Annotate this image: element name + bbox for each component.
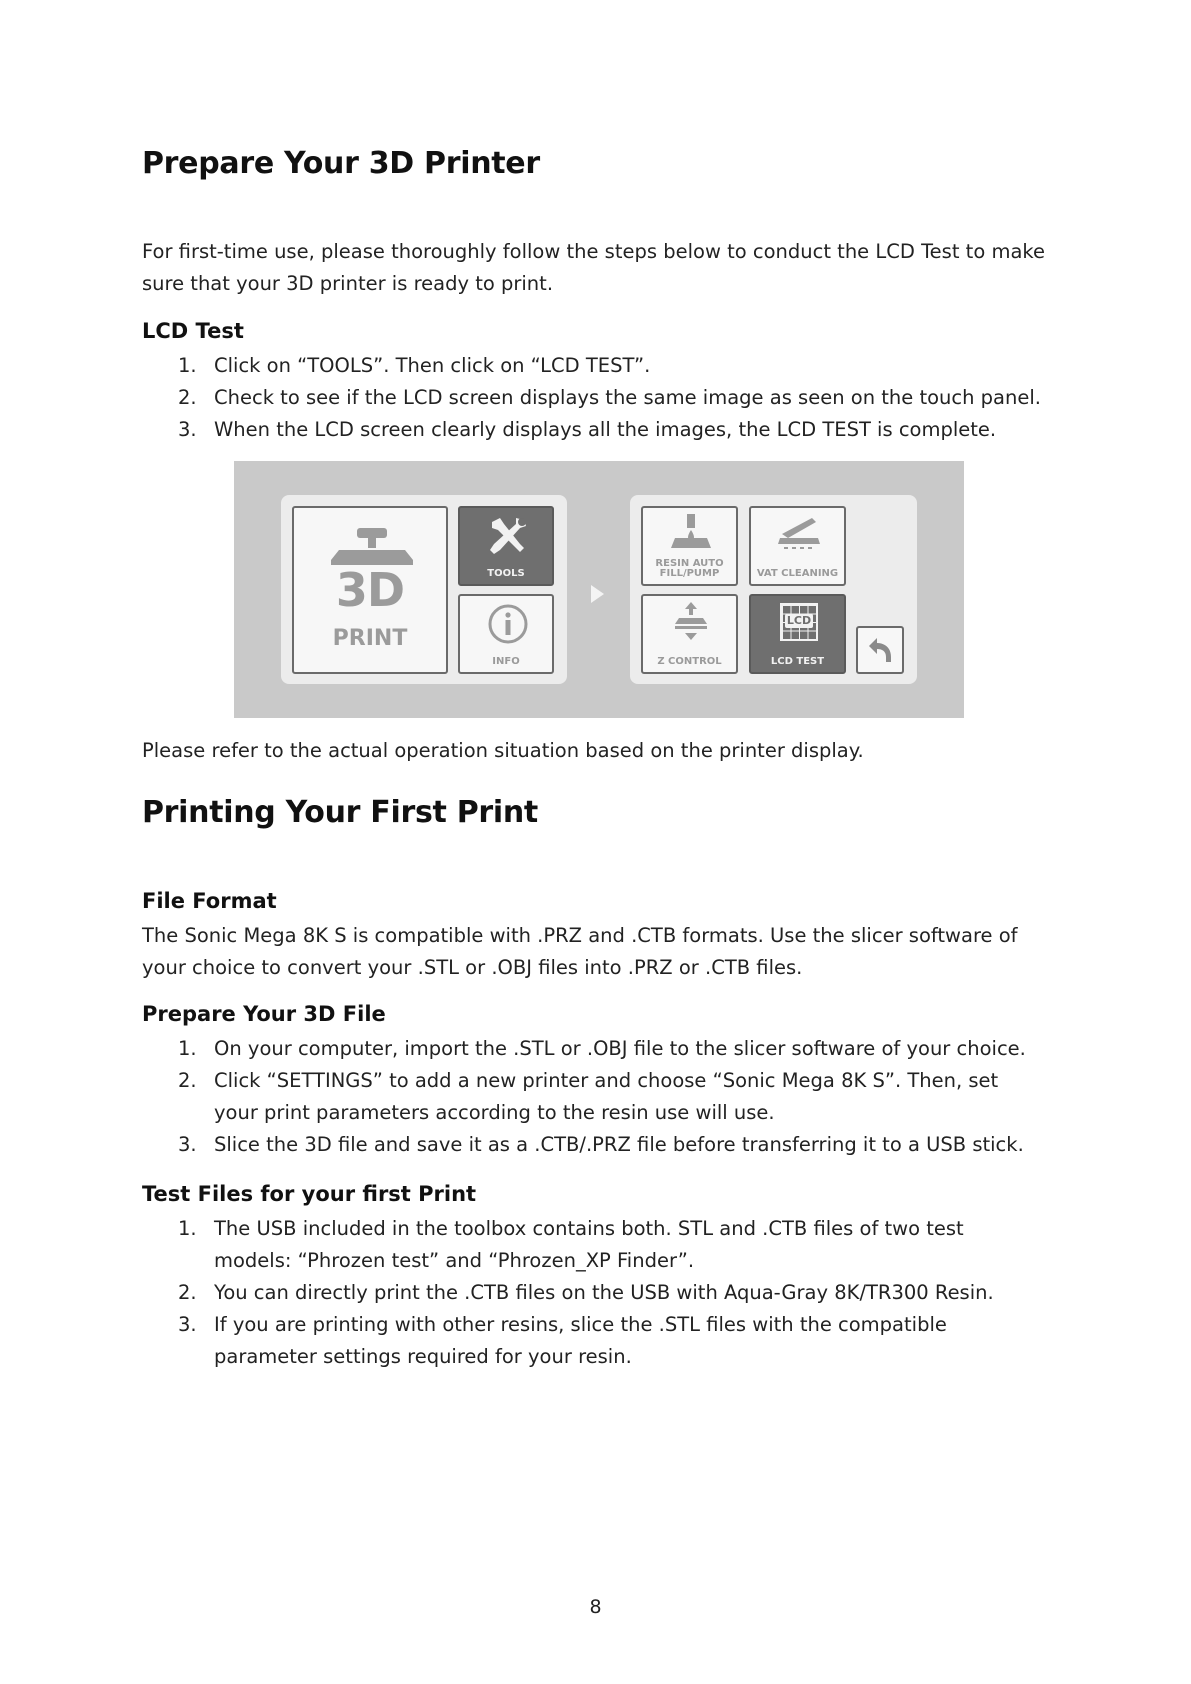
- tools-tile: [458, 506, 554, 586]
- step-text: Click “SETTINGS” to add a new printer and choose “Sonic Mega 8K S”. Then, set your print parameters according to the resin use will use.: [214, 1069, 999, 1124]
- back-button: [856, 626, 904, 674]
- list-item: [142, 1129, 1042, 1161]
- list-item: [142, 1033, 1042, 1065]
- z-control-icon: [669, 600, 713, 644]
- test-files-heading: Test Files for your first Print: [142, 1182, 477, 1206]
- prepare-file-steps: [142, 1033, 1042, 1161]
- 3d-print-mark: 3D: [335, 563, 405, 617]
- figure-note: Please refer to the actual operation situation based on the printer display.: [142, 739, 864, 762]
- step-number: 3.: [178, 1313, 197, 1336]
- test-files-steps: [142, 1213, 1042, 1373]
- resin-tile-label-line2: FILL/PUMP: [659, 568, 720, 579]
- lcd-test-heading: LCD Test: [142, 319, 244, 343]
- list-item: [142, 1277, 1042, 1309]
- step-text: On your computer, import the .STL or .OBJ file to the slicer software of your choice.: [214, 1037, 1026, 1060]
- intro-paragraph: For first-time use, please thoroughly follow the steps below to conduct the LCD Test to make sure that your 3D printer is ready to print.: [142, 240, 1045, 295]
- tools-tile-label: TOOLS: [487, 568, 525, 579]
- resin-auto-fill-tile: [641, 506, 738, 586]
- page-number: 8: [589, 1596, 602, 1618]
- lcd-test-tile-label: LCD TEST: [770, 656, 825, 667]
- step-text: Slice the 3D file and save it as a .CTB/.PRZ file before transferring it to a USB stick.: [214, 1133, 1024, 1156]
- list-item: [142, 414, 1042, 446]
- prepare-file-heading: Prepare Your 3D File: [142, 1002, 386, 1026]
- page-title: Prepare Your 3D Printer: [142, 146, 540, 181]
- step-text: The USB included in the toolbox contains both. STL and .CTB files of two test models: “Phrozen test” and “Phrozen_XP Finder”.: [214, 1217, 964, 1272]
- print-tile-label: PRINT: [332, 626, 408, 651]
- step-number: 3.: [178, 418, 197, 441]
- list-item: [142, 1065, 1042, 1129]
- z-control-tile: [641, 594, 738, 674]
- arrow-right-icon: [591, 585, 604, 603]
- tools-menu-panel: [630, 495, 917, 684]
- list-item: [142, 1213, 1042, 1277]
- vat-cleaning-tile: [749, 506, 846, 586]
- step-number: 2.: [178, 1069, 197, 1092]
- lcd-grid-icon: [780, 603, 818, 641]
- info-tile: [458, 594, 554, 674]
- resin-pump-icon: [669, 512, 713, 552]
- step-number: 2.: [178, 1281, 197, 1304]
- step-number: 3.: [178, 1133, 197, 1156]
- list-item: [142, 1309, 1042, 1373]
- info-icon: [486, 602, 530, 646]
- file-format-paragraph: The Sonic Mega 8K S is compatible with .PRZ and .CTB formats. Use the slicer software of your choice to convert your .STL or .OBJ files into .PRZ or .CTB files.: [142, 924, 1018, 979]
- step-number: 1.: [178, 1037, 197, 1060]
- step-text: You can directly print the .CTB files on the USB with Aqua-Gray 8K/TR300 Resin.: [214, 1281, 994, 1304]
- lcd-icon-text: LCD: [786, 614, 812, 627]
- back-arrow-icon: [865, 635, 895, 665]
- step-text: Click on “TOOLS”. Then click on “LCD TEST”.: [214, 354, 651, 377]
- tools-icon: [486, 514, 530, 558]
- info-tile-label: INFO: [492, 656, 520, 667]
- lcd-test-tile: [749, 594, 846, 674]
- section-title-printing: Printing Your First Print: [142, 795, 538, 830]
- step-text: If you are printing with other resins, slice the .STL files with the compatible parameter settings required for your resin.: [214, 1313, 947, 1368]
- resin-tile-label-line1: RESIN AUTO: [655, 558, 724, 569]
- step-number: 2.: [178, 386, 197, 409]
- print-tile: [292, 506, 448, 674]
- lcd-test-steps: [142, 350, 1042, 446]
- vat-tile-label: VAT CLEANING: [756, 568, 839, 579]
- step-number: 1.: [178, 1217, 197, 1240]
- step-text: Check to see if the LCD screen displays the same image as seen on the touch panel.: [214, 386, 1041, 409]
- z-control-tile-label: Z CONTROL: [657, 656, 722, 667]
- step-number: 1.: [178, 354, 197, 377]
- vat-cleaning-icon: [774, 512, 824, 552]
- list-item: [142, 350, 1042, 382]
- main-menu-panel: [281, 495, 567, 684]
- step-text: When the LCD screen clearly displays all the images, the LCD TEST is complete.: [214, 418, 997, 441]
- list-item: [142, 382, 1042, 414]
- touch-panel-figure: [234, 461, 964, 718]
- file-format-heading: File Format: [142, 889, 277, 913]
